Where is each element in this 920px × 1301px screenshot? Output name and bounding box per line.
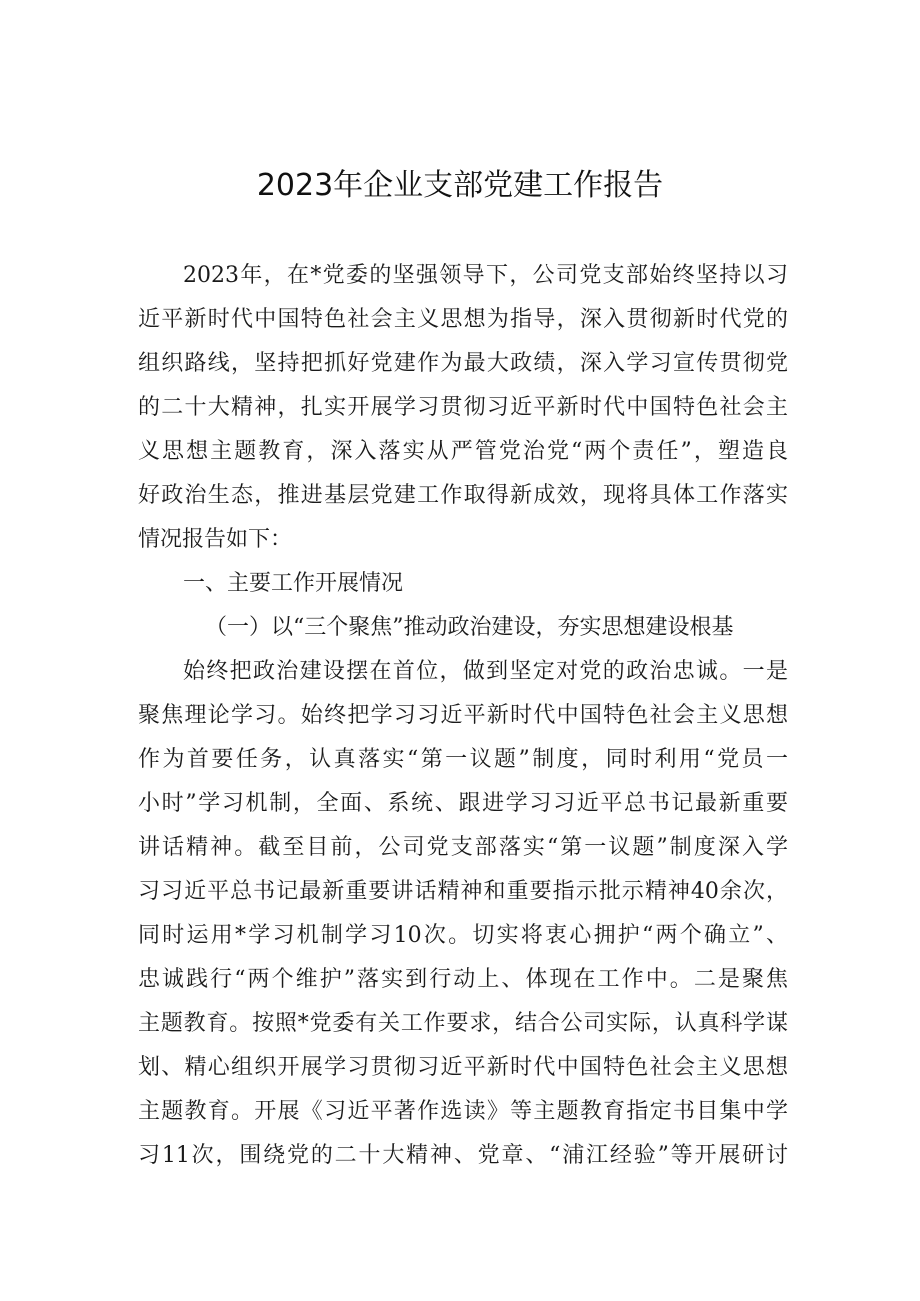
paragraph-line: 2023年，在*党委的坚强领导下，公司党支部始终坚持以习 <box>183 263 788 288</box>
paragraph-line: 作为首要任务，认真落实“第一议题”制度，同时利用“党员一 <box>138 747 788 772</box>
paragraph-line: 小时”学习机制，全面、系统、跟进学习习近平总书记最新重要 <box>138 791 788 816</box>
section-heading: 一、主要工作开展情况 <box>183 571 404 596</box>
paragraph-line: 同时运用*学习机制学习10次。切实将衷心拥护“两个确立”、 <box>138 923 788 948</box>
paragraph-line: 始终把政治建设摆在首位，做到坚定对党的政治忠诚。一是 <box>183 659 788 684</box>
paragraph-line: 主题教育。开展《习近平著作选读》等主题教育指定书目集中学 <box>138 1099 788 1124</box>
paragraph-line: 好政治生态，推进基层党建工作取得新成效，现将具体工作落实 <box>138 483 788 508</box>
document-title: 2023年企业支部党建工作报告 <box>256 168 664 203</box>
paragraph-line: 组织路线，坚持把抓好党建作为最大政绩，深入学习宣传贯彻党 <box>138 351 788 376</box>
paragraph-line: 讲话精神。截至目前，公司党支部落实“第一议题”制度深入学 <box>138 835 788 860</box>
paragraph-line: 义思想主题教育，深入落实从严管党治党“两个责任”，塑造良 <box>138 439 788 464</box>
paragraph-line: 划、精心组织开展学习贯彻习近平新时代中国特色社会主义思想 <box>138 1055 788 1080</box>
paragraph-line: 的二十大精神，扎实开展学习贯彻习近平新时代中国特色社会主 <box>138 395 788 420</box>
paragraph-line: 聚焦理论学习。始终把学习习近平新时代中国特色社会主义思想 <box>138 703 788 728</box>
paragraph-line: 主题教育。按照*党委有关工作要求，结合公司实际，认真科学谋 <box>138 1011 788 1036</box>
paragraph-line: 忠诚践行“两个维护”落实到行动上、体现在工作中。二是聚焦 <box>138 967 788 992</box>
paragraph-line: 习11次，围绕党的二十大精神、党章、“浦江经验”等开展研讨 <box>138 1143 788 1168</box>
subsection-heading: （一）以“三个聚焦”推动政治建设，夯实思想建设根基 <box>205 615 734 640</box>
paragraph-line: 情况报告如下： <box>138 527 293 552</box>
paragraph-line: 习习近平总书记最新重要讲话精神和重要指示批示精神40余次， <box>138 879 788 904</box>
paragraph-line: 近平新时代中国特色社会主义思想为指导，深入贯彻新时代党的 <box>138 307 788 332</box>
